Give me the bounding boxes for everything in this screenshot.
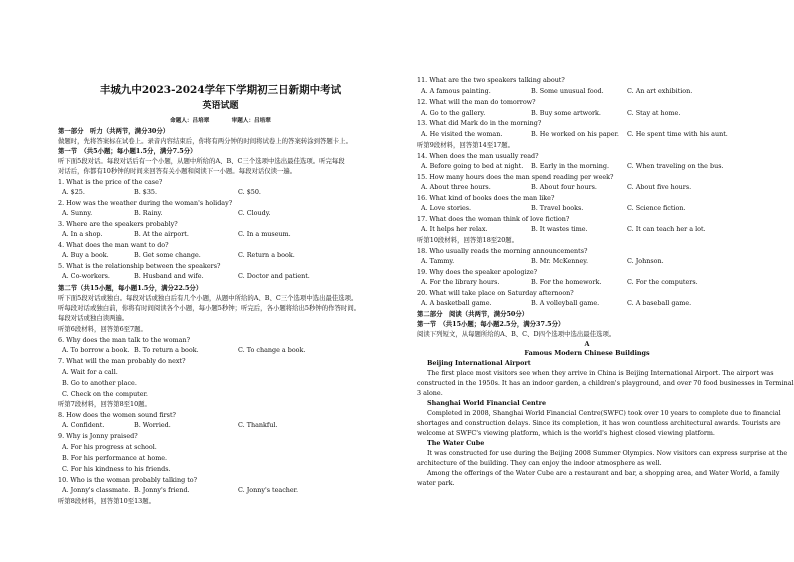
listening-note: 听第10段材料，回答第18至20题。 — [417, 236, 519, 244]
option-c[interactable]: C. A baseball game. — [627, 299, 692, 307]
option-b[interactable]: B. Some unusual food. — [531, 87, 604, 95]
passage-line: constructed in the 1950s. It has an indoor garden, a children's playground, and over 70 food businesses in Terminal — [417, 379, 794, 387]
option-a[interactable]: A. Love stories. — [421, 204, 472, 212]
listening-note: 听第9段材料，回答第14至17题。 — [417, 141, 515, 149]
option-a[interactable]: A. For his progress at school. — [62, 443, 157, 451]
exam-authors: 命题人：吕培翠 审题人：吕培翠 — [170, 118, 271, 124]
option-b[interactable]: B. Rainy. — [134, 209, 163, 217]
question-6: 6. Why does the man talk to the woman? — [58, 336, 191, 344]
option-a[interactable]: A. Wait for a call. — [62, 368, 118, 376]
option-c[interactable]: C. He spent time with his aunt. — [627, 130, 728, 138]
question-17: 17. What does the woman think of love fiction? — [417, 215, 570, 223]
option-c[interactable]: C. For his kindness to his friends. — [62, 465, 171, 473]
building-heading: Beijing International Airport — [427, 359, 531, 367]
option-c[interactable]: C. $50. — [238, 188, 261, 196]
option-b[interactable]: B. Husband and wife. — [134, 272, 204, 280]
option-b[interactable]: B. Jonny's friend. — [134, 486, 190, 494]
option-c[interactable]: C. It can teach her a lot. — [627, 225, 706, 233]
option-b[interactable]: B. Get some change. — [134, 251, 201, 259]
option-a[interactable]: A. It helps her relax. — [421, 225, 488, 233]
option-b[interactable]: B. Early in the morning. — [531, 162, 610, 170]
question-4: 4. What does the man want to do? — [58, 241, 169, 249]
instruction-line: 做题时，先将答案标在试卷上。录音内容结束后，你将有两分钟的时间将试卷上的答案转涂到答题卡上。 — [58, 137, 352, 145]
option-b[interactable]: B. Go to another place. — [62, 379, 137, 387]
option-c[interactable]: C. To change a book. — [238, 346, 306, 354]
option-c[interactable]: C. Check on the computer. — [62, 390, 148, 398]
instruction-line: 听下面5段对话。每段对话后有一个小题，从题中所给的A、B、C三个选项中选出最佳选项。听完每段 — [58, 157, 345, 165]
option-b[interactable]: B. Mr. McKenney. — [531, 257, 589, 265]
option-b[interactable]: B. A volleyball game. — [531, 299, 600, 307]
question-2: 2. How was the weather during the woman's holiday? — [58, 199, 233, 207]
option-a[interactable]: A. Before going to bed at night. — [421, 162, 524, 170]
question-16: 16. What kind of books does the man like? — [417, 194, 555, 202]
question-20: 20. What will take place on Saturday afternoon? — [417, 289, 574, 297]
option-b[interactable]: B. For the homework. — [531, 278, 602, 286]
part1-heading: 第一部分 听力（共两节，满分30分） — [58, 127, 170, 135]
passage-line: 3 alone. — [417, 389, 443, 397]
part2-section-heading: 第一节 （共15小题；每小题2.5分，满分37.5分） — [417, 320, 565, 328]
exam-title: 丰城九中2023-2024学年下学期初三日新期中考试 — [99, 84, 342, 96]
option-a[interactable]: A. Confident. — [62, 421, 105, 429]
exam-subtitle: 英语试题 — [202, 101, 239, 111]
passage-letter: A — [584, 340, 590, 348]
question-11: 11. What are the two speakers talking about? — [417, 76, 565, 84]
option-a[interactable]: A. For the library hours. — [421, 278, 500, 286]
option-a[interactable]: A. Buy a book. — [62, 251, 109, 259]
passage-line: It was constructed for use during the Beijing 2008 Summer Olympics. Now visitors can express surprise at the — [427, 449, 788, 457]
passage-line: welcome at SWFC's viewing platform, which is the world's highest closed viewing platform. — [417, 429, 715, 437]
building-heading: Shanghai World Financial Centre — [427, 399, 547, 407]
option-b[interactable]: B. Buy some artwork. — [531, 109, 601, 117]
question-10: 10. Who is the woman probably talking to? — [58, 476, 198, 484]
option-a[interactable]: A. Go to the gallery. — [421, 109, 486, 117]
question-9: 9. Why is Jonny praised? — [58, 432, 138, 440]
option-b[interactable]: B. To return a book. — [134, 346, 199, 354]
option-b[interactable]: B. At the airport. — [134, 230, 189, 238]
instruction-line: 对话后，你都有10秒钟的时间来回答有关小题和阅读下一小题。每段对话仅读一遍。 — [58, 167, 297, 175]
option-c[interactable]: C. Science fiction. — [627, 204, 686, 212]
instruction-line: 听每段对话或独白前，你将有时间阅读各个小题，每小题5秒钟；听完后，各小题将给出5秒钟的作答时间。 — [58, 304, 361, 312]
option-c[interactable]: C. An art exhibition. — [627, 87, 693, 95]
passage-line: The first place most visitors see when they arrive in China is Beijing International Airport. The airport was — [427, 369, 774, 377]
option-c[interactable]: C. Stay at home. — [627, 109, 681, 117]
option-b[interactable]: B. He worked on his paper. — [531, 130, 619, 138]
option-a[interactable]: A. Jonny's classmate. — [62, 486, 131, 494]
section1-heading: 第一节 （共5小题；每小题1.5分，满分7.5分） — [58, 147, 197, 155]
option-a[interactable]: A. Sunny. — [62, 209, 93, 217]
option-a[interactable]: A. Tammy. — [421, 257, 455, 265]
option-c[interactable]: C. For the computers. — [627, 278, 698, 286]
option-b[interactable]: B. About four hours. — [531, 183, 597, 191]
option-b[interactable]: B. It wastes time. — [531, 225, 588, 233]
option-b[interactable]: B. For his performance at home. — [62, 454, 168, 462]
question-15: 15. How many hours does the man spend reading per week? — [417, 173, 614, 181]
option-c[interactable]: C. Jonny's teacher. — [238, 486, 299, 494]
option-a[interactable]: A. A basketball game. — [421, 299, 492, 307]
option-c[interactable]: C. Cloudy. — [238, 209, 271, 217]
passage-line: shortages and construction delays. Since its completion, it has won countless architectural awards. Tourists are — [417, 419, 781, 427]
question-13: 13. What did Mark do in the morning? — [417, 119, 542, 127]
option-a[interactable]: A. About three hours. — [421, 183, 491, 191]
instruction-line: 每段对话或独白读两遍。 — [58, 314, 129, 322]
reading-instruction: 阅读下列短文，从每题所给的A、B、C、D四个选项中选出最佳选项。 — [417, 330, 616, 338]
passage-line: Completed in 2008, Shanghai World Financial Centre(SWFC) took over 10 years to complete due to financial — [427, 409, 781, 417]
option-b[interactable]: B. Worried. — [134, 421, 171, 429]
option-b[interactable]: B. $35. — [134, 188, 157, 196]
question-5: 5. What is the relationship between the speakers? — [58, 262, 221, 270]
option-c[interactable]: C. About five hours. — [627, 183, 692, 191]
question-19: 19. Why does the speaker apologize? — [417, 268, 538, 276]
option-c[interactable]: C. Thankful. — [238, 421, 278, 429]
option-a[interactable]: A. A famous painting. — [421, 87, 491, 95]
question-7: 7. What will the man probably do next? — [58, 357, 186, 365]
instruction-line: 听下面5段对话或独白。每段对话或独白后有几个小题，从题中所给的A、B、C三个选项中选出最佳选项。 — [58, 294, 358, 302]
passage-line: architecture of the building. They can enjoy the indoor atmosphere as well. — [417, 459, 662, 467]
option-a[interactable]: A. He visited the woman. — [421, 130, 503, 138]
passage-title: Famous Modern Chinese Buildings — [524, 349, 650, 357]
passage-line: Among the offerings of the Water Cube are a restaurant and bar, a shopping area, and Water World, a family — [427, 469, 780, 477]
question-18: 18. Who usually reads the morning announcements? — [417, 247, 588, 255]
question-1: 1. What is the price of the case? — [58, 178, 163, 186]
option-a[interactable]: A. Co-workers. — [62, 272, 110, 280]
listening-note: 听第8段材料，回答第10至13题。 — [58, 497, 156, 505]
option-c[interactable]: C. When traveling on the bus. — [627, 162, 724, 170]
option-c[interactable]: C. Return a book. — [238, 251, 295, 259]
question-3: 3. Where are the speakers probably? — [58, 220, 178, 228]
section2-heading: 第二节（共15小题，每小题1.5分，满分22.5分） — [58, 284, 203, 292]
option-b[interactable]: B. Travel books. — [531, 204, 584, 212]
question-14: 14. When does the man usually read? — [417, 152, 539, 160]
listening-note: 听第7段材料，回答第8至10题。 — [58, 400, 151, 408]
option-a[interactable]: A. $25. — [62, 188, 85, 196]
option-a[interactable]: A. In a shop. — [62, 230, 103, 238]
question-8: 8. How does the women sound first? — [58, 411, 176, 419]
listening-note: 听第6段材料，回答第6至7题。 — [58, 325, 147, 333]
passage-line: water park. — [417, 479, 455, 487]
option-c[interactable]: C. In a museum. — [238, 230, 291, 238]
option-c[interactable]: C. Johnson. — [627, 257, 664, 265]
option-c[interactable]: C. Doctor and patient. — [238, 272, 310, 280]
question-12: 12. What will the man do tomorrow? — [417, 98, 536, 106]
part2-heading: 第二部分 阅读（共两节，满分50分） — [417, 310, 529, 318]
option-a[interactable]: A. To borrow a book. — [62, 346, 130, 354]
building-heading: The Water Cube — [427, 439, 485, 447]
